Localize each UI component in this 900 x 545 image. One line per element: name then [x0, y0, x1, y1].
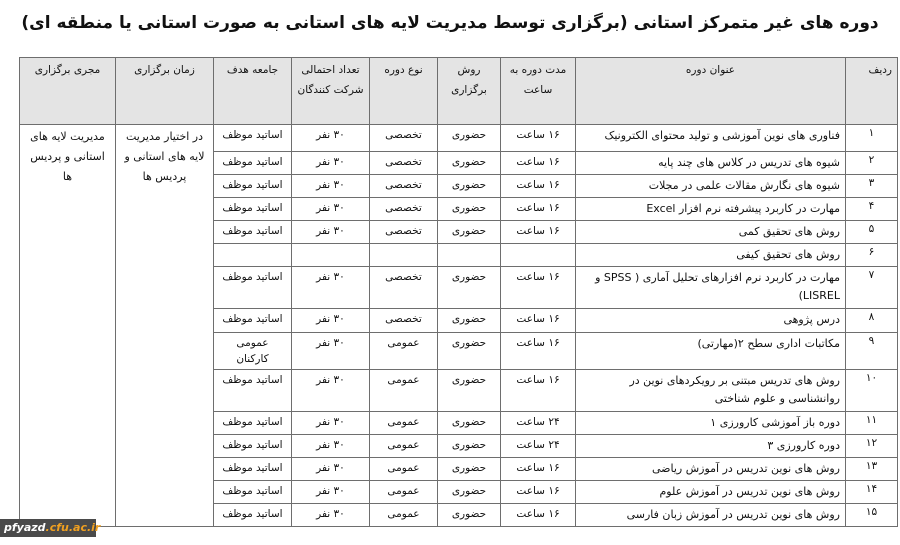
- cell-radif: ۱۱: [846, 412, 898, 435]
- cell-course-type: عمومی: [370, 333, 438, 370]
- cell-participants: ۳۰ نفر: [292, 198, 370, 221]
- cell-course-type: تخصصی: [370, 221, 438, 244]
- cell-schedule-merged: در اختیار مدیریت لایه های استانی و پردیس ها: [116, 125, 214, 527]
- cell-duration: ۱۶ ساعت: [501, 370, 576, 412]
- cell-target: اساتید موظف: [214, 370, 292, 412]
- cell-course-type: تخصصی: [370, 198, 438, 221]
- cell-participants: ۳۰ نفر: [292, 504, 370, 527]
- cell-course-title: روش های تحقیق کیفی: [576, 244, 846, 267]
- cell-target: اساتید موظف: [214, 267, 292, 309]
- cell-course-title: مکاتبات اداری سطح ۲(مهارتی): [576, 333, 846, 370]
- cell-duration: ۱۶ ساعت: [501, 198, 576, 221]
- cell-participants: ۳۰ نفر: [292, 333, 370, 370]
- cell-course-type: تخصصی: [370, 125, 438, 152]
- header-duration: مدت دوره به ساعت: [501, 58, 576, 125]
- cell-duration: ۱۶ ساعت: [501, 221, 576, 244]
- cell-participants: ۳۰ نفر: [292, 435, 370, 458]
- cell-duration: ۲۴ ساعت: [501, 435, 576, 458]
- cell-participants: ۳۰ نفر: [292, 458, 370, 481]
- cell-method: حضوری: [438, 267, 501, 309]
- cell-course-title: دوره باز آموزشی کارورزی ۱: [576, 412, 846, 435]
- watermark-part1: pfyazd: [4, 521, 46, 534]
- cell-radif: ۹: [846, 333, 898, 370]
- cell-method: حضوری: [438, 198, 501, 221]
- courses-table: [19, 57, 898, 527]
- cell-target: اساتید موظف: [214, 504, 292, 527]
- cell-radif: ۱۵: [846, 504, 898, 527]
- cell-course-type: تخصصی: [370, 175, 438, 198]
- cell-radif: ۳: [846, 175, 898, 198]
- header-executor: مجری برگزاری: [20, 58, 116, 125]
- cell-method: حضوری: [438, 458, 501, 481]
- cell-course-title: روش های نوین تدریس در آموزش علوم: [576, 481, 846, 504]
- cell-participants: ۳۰ نفر: [292, 370, 370, 412]
- cell-duration: ۱۶ ساعت: [501, 175, 576, 198]
- cell-target: اساتید موظف: [214, 125, 292, 152]
- cell-duration: ۱۶ ساعت: [501, 125, 576, 152]
- cell-method: حضوری: [438, 370, 501, 412]
- cell-duration: ۱۶ ساعت: [501, 458, 576, 481]
- cell-course-type: عمومی: [370, 412, 438, 435]
- cell-method: حضوری: [438, 152, 501, 175]
- table-header-row: [20, 58, 898, 125]
- document-title: دوره های غیر متمرکز استانی (برگزاری توسط مدیریت لایه های استانی به صورت استانی یا منطقه ای): [21, 13, 879, 33]
- cell-participants: ۳۰ نفر: [292, 267, 370, 309]
- cell-method: حضوری: [438, 125, 501, 152]
- cell-participants: ۳۰ نفر: [292, 125, 370, 152]
- cell-course-title: روش های نوین تدریس در آموزش ریاضی: [576, 458, 846, 481]
- cell-method: [438, 244, 501, 267]
- cell-course-type: عمومی: [370, 370, 438, 412]
- cell-radif: ۱۴: [846, 481, 898, 504]
- cell-course-type: تخصصی: [370, 267, 438, 309]
- cell-method: حضوری: [438, 309, 501, 333]
- cell-course-title: مهارت در کاربرد پیشرفته نرم افزار Excel: [576, 198, 846, 221]
- cell-method: حضوری: [438, 221, 501, 244]
- cell-participants: ۳۰ نفر: [292, 412, 370, 435]
- header-course-title: عنوان دوره: [576, 58, 846, 125]
- cell-course-type: [370, 244, 438, 267]
- cell-course-title: روش های تدریس مبتنی بر رویکردهای نوین در روانشناسی و علوم شناختی: [576, 370, 846, 412]
- header-radif: ردیف: [846, 58, 898, 125]
- cell-method: حضوری: [438, 333, 501, 370]
- cell-course-type: عمومی: [370, 504, 438, 527]
- cell-course-title: فناوری های نوین آموزشی و تولید محتوای الکترونیک: [576, 125, 846, 152]
- header-course-type: نوع دوره: [370, 58, 438, 125]
- cell-target: اساتید موظف: [214, 309, 292, 333]
- cell-participants: ۳۰ نفر: [292, 152, 370, 175]
- cell-target: اساتید موظف: [214, 175, 292, 198]
- cell-duration: ۱۶ ساعت: [501, 267, 576, 309]
- cell-radif: ۶: [846, 244, 898, 267]
- cell-method: حضوری: [438, 435, 501, 458]
- cell-target: اساتید موظف: [214, 412, 292, 435]
- cell-radif: ۸: [846, 309, 898, 333]
- cell-course-type: عمومی: [370, 458, 438, 481]
- cell-method: حضوری: [438, 504, 501, 527]
- cell-method: حضوری: [438, 481, 501, 504]
- cell-course-type: تخصصی: [370, 309, 438, 333]
- cell-participants: ۳۰ نفر: [292, 175, 370, 198]
- cell-course-title: روش های نوین تدریس در آموزش زبان فارسی: [576, 504, 846, 527]
- header-target: جامعه هدف: [214, 58, 292, 125]
- cell-method: حضوری: [438, 175, 501, 198]
- cell-duration: ۱۶ ساعت: [501, 481, 576, 504]
- cell-method: حضوری: [438, 412, 501, 435]
- cell-radif: ۱۲: [846, 435, 898, 458]
- cell-course-type: عمومی: [370, 481, 438, 504]
- cell-target: اساتید موظف: [214, 198, 292, 221]
- cell-participants: ۳۰ نفر: [292, 481, 370, 504]
- cell-duration: ۲۴ ساعت: [501, 412, 576, 435]
- cell-target: اساتید موظف: [214, 152, 292, 175]
- cell-radif: ۱۰: [846, 370, 898, 412]
- cell-participants: ۳۰ نفر: [292, 309, 370, 333]
- cell-duration: ۱۶ ساعت: [501, 309, 576, 333]
- cell-course-type: عمومی: [370, 435, 438, 458]
- cell-radif: ۷: [846, 267, 898, 309]
- cell-radif: ۵: [846, 221, 898, 244]
- header-participants: تعداد احتمالی شرکت کنندگان: [292, 58, 370, 125]
- cell-target: [214, 244, 292, 267]
- cell-course-title: شیوه های نگارش مقالات علمی در مجلات: [576, 175, 846, 198]
- cell-duration: ۱۶ ساعت: [501, 504, 576, 527]
- watermark-part2: .cfu.ac.ir: [45, 521, 101, 534]
- header-schedule: زمان برگزاری: [116, 58, 214, 125]
- cell-duration: ۱۶ ساعت: [501, 152, 576, 175]
- cell-radif: ۱۳: [846, 458, 898, 481]
- cell-course-title: دوره کارورزی ۳: [576, 435, 846, 458]
- cell-duration: [501, 244, 576, 267]
- cell-course-title: مهارت در کاربرد نرم افزارهای تحلیل آماری ( SPSS و LISREL): [576, 267, 846, 309]
- site-watermark: [0, 519, 101, 537]
- cell-course-type: تخصصی: [370, 152, 438, 175]
- cell-course-title: درس پژوهی: [576, 309, 846, 333]
- cell-course-title: شیوه های تدریس در کلاس های چند پایه: [576, 152, 846, 175]
- table-row: [20, 125, 898, 152]
- cell-executor-merged: مدیریت لایه های استانی و پردیس ها: [20, 125, 116, 527]
- cell-radif: ۴: [846, 198, 898, 221]
- cell-target: اساتید موظف: [214, 481, 292, 504]
- cell-target: اساتید موظف: [214, 458, 292, 481]
- cell-course-title: روش های تحقیق کمی: [576, 221, 846, 244]
- cell-duration: ۱۶ ساعت: [501, 333, 576, 370]
- cell-target: اساتید موظف: [214, 435, 292, 458]
- header-method: روش برگزاری: [438, 58, 501, 125]
- cell-participants: ۳۰ نفر: [292, 221, 370, 244]
- cell-participants: [292, 244, 370, 267]
- cell-target: اساتید موظف: [214, 221, 292, 244]
- cell-radif: ۱: [846, 125, 898, 152]
- cell-radif: ۲: [846, 152, 898, 175]
- cell-target: عمومی کارکنان: [214, 333, 292, 370]
